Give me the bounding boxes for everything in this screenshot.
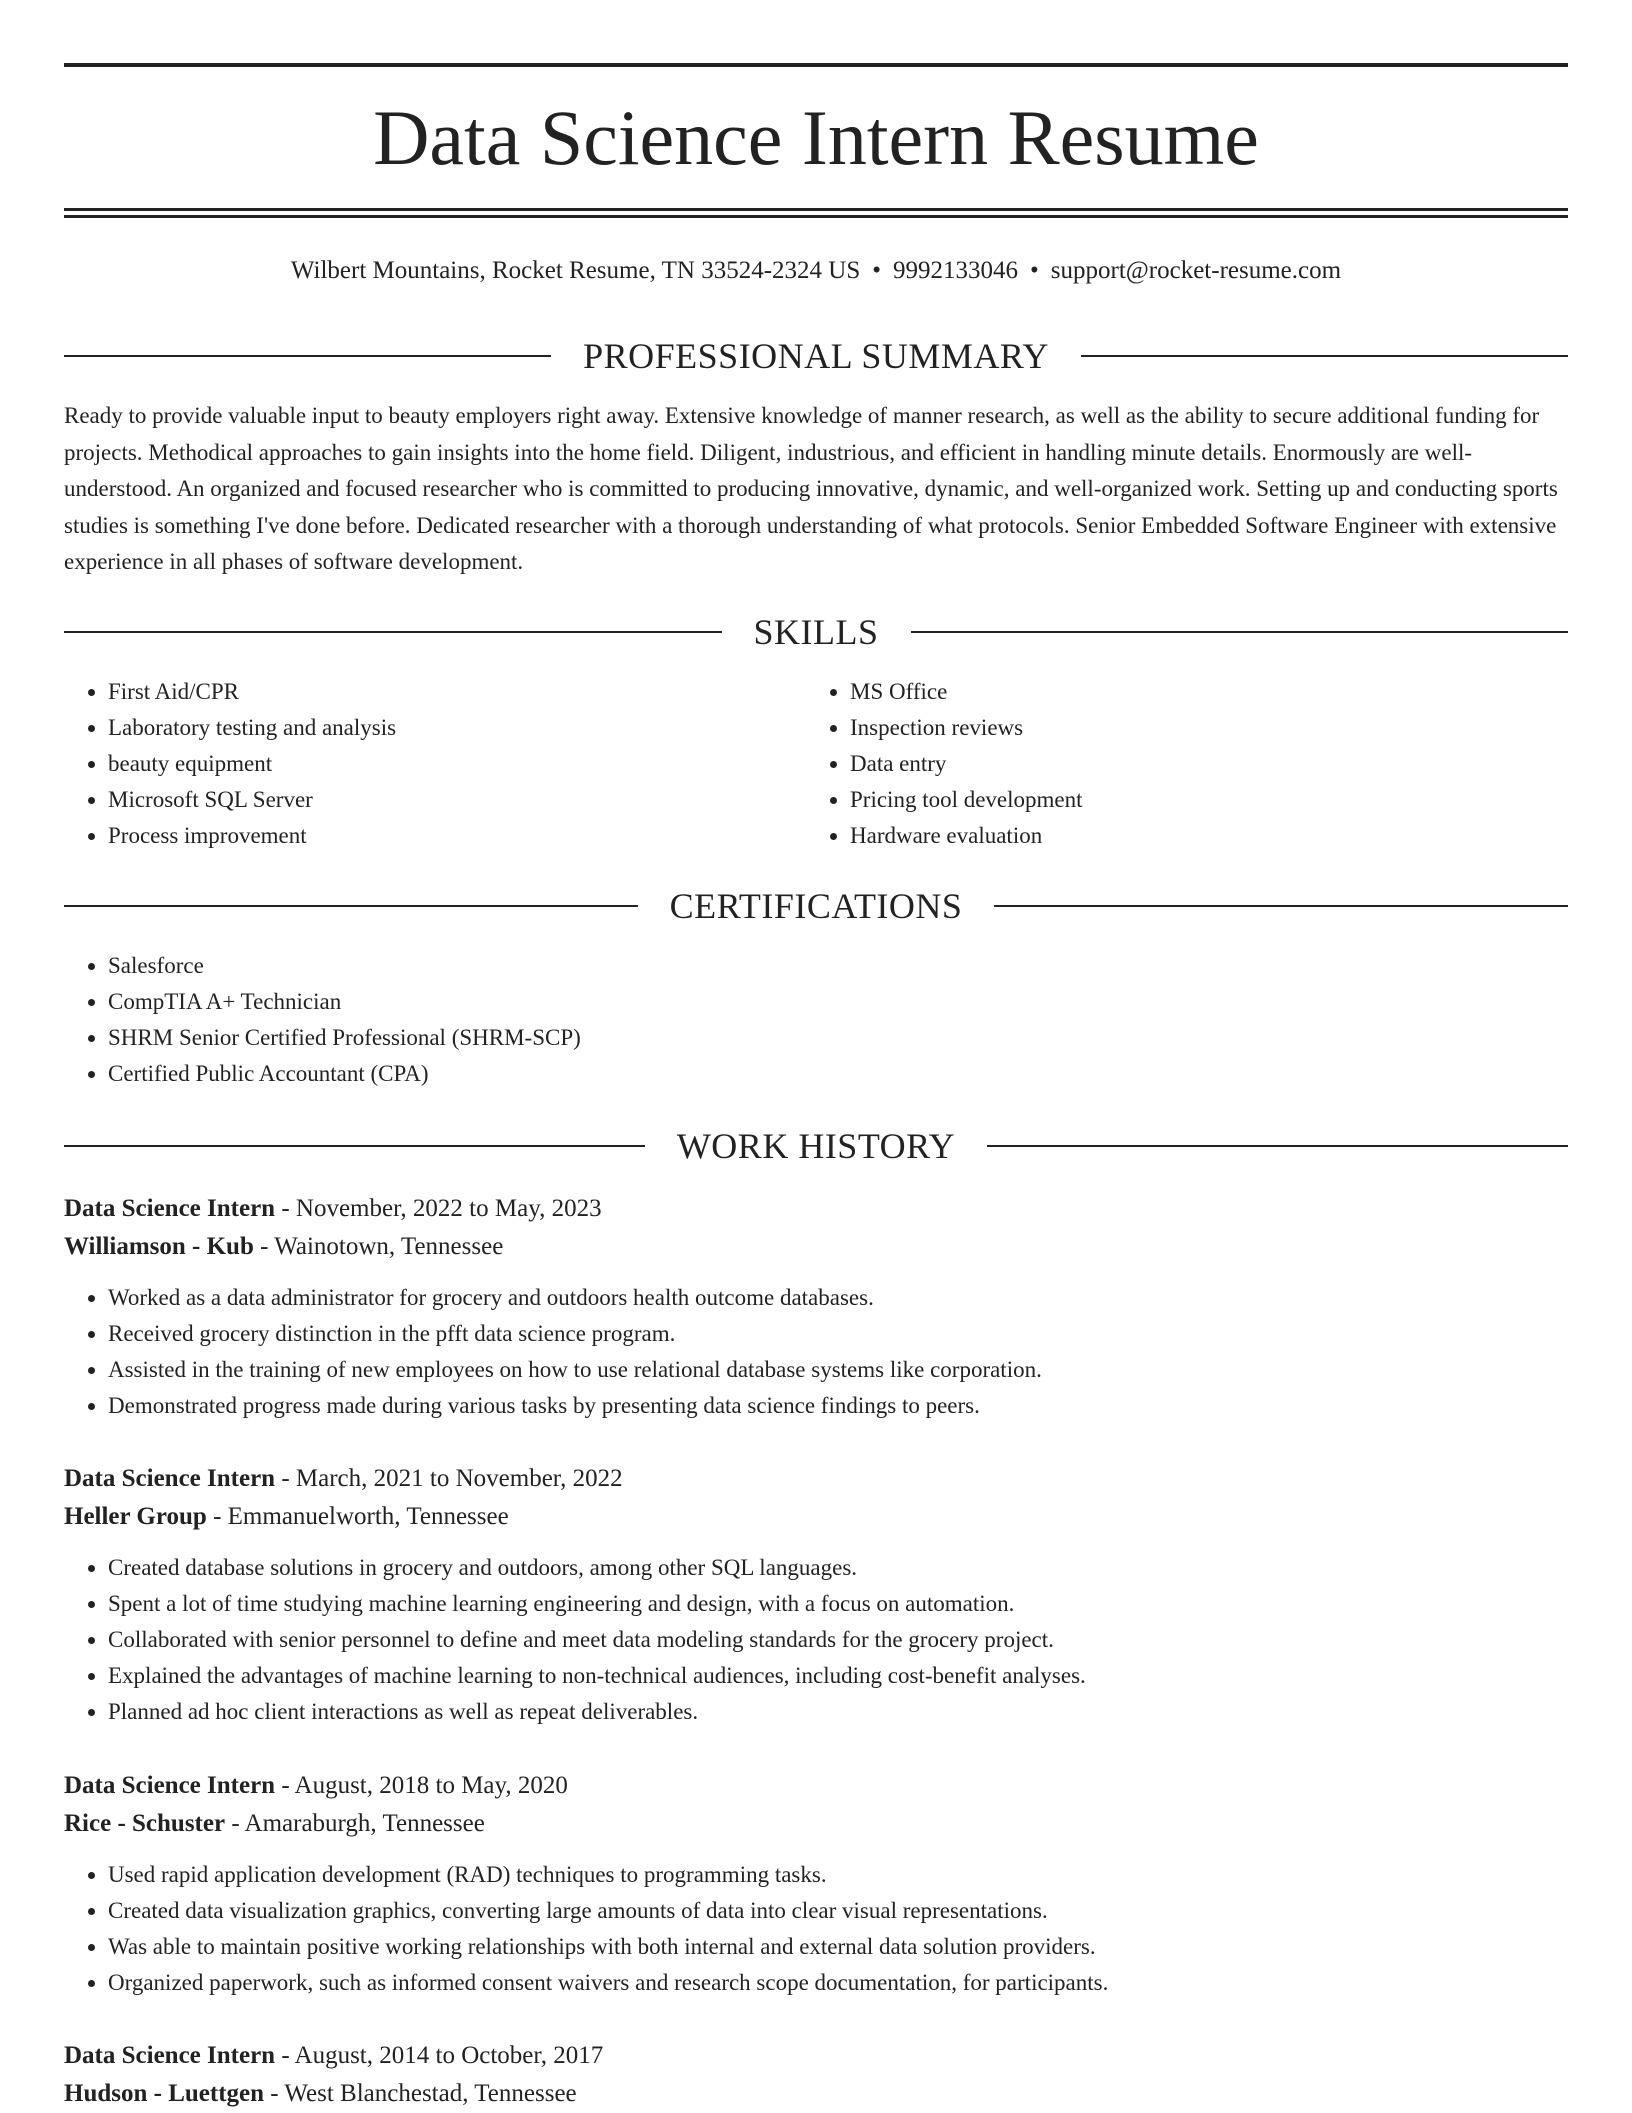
job-bullet: • Planned ad hoc client interactions as well as repeat deliverables. (108, 1694, 1568, 1730)
contact-phone: 9992133046 (893, 257, 1018, 284)
job-company-line (64, 1498, 1568, 1536)
summary-heading (64, 334, 1568, 378)
job-bullet: • Worked as a data administrator for grocery and outdoors health outcome databases. (108, 1280, 1568, 1316)
heading-rule (64, 905, 638, 907)
heading-rule (911, 631, 1569, 633)
job-location: - Amaraburgh, Tennessee (225, 1810, 485, 1837)
job-entry (64, 1460, 1568, 1730)
job-entry (64, 2037, 1568, 2113)
job-entry (64, 1767, 1568, 2001)
job-company: Williamson - Kub (64, 1233, 254, 1260)
job-title: Data Science Intern (64, 1772, 276, 1799)
job-title-line (64, 1460, 1568, 1498)
skill-item: • Hardware evaluation (850, 818, 1546, 854)
certification-item: • Certified Public Accountant (CPA) (108, 1056, 1568, 1092)
job-company-line (64, 1228, 1568, 1266)
section-title: WORK HISTORY (676, 1126, 956, 1166)
job-bullet: • Created database solutions in grocery and outdoors, among other SQL languages. (108, 1550, 1568, 1586)
job-bullet: • Was able to maintain positive working relationships with both internal and external data solution providers. (108, 1929, 1568, 1965)
title-double-rule (64, 208, 1568, 218)
contact-address: Wilbert Mountains, Rocket Resume, TN 33524-2324 US (290, 257, 861, 284)
job-company-line (64, 1805, 1568, 1843)
job-bullet: • Spent a lot of time studying machine learning engineering and design, with a focus on automation. (108, 1586, 1568, 1622)
contact-email[interactable]: support@rocket-resume.com (1050, 257, 1342, 284)
skills-right-column (806, 674, 1546, 854)
job-company-line (64, 2075, 1568, 2113)
job-bullet: • Received grocery distinction in the pfft data science program. (108, 1316, 1568, 1352)
skill-item: • MS Office (850, 674, 1546, 710)
skill-item: • Data entry (850, 746, 1546, 782)
heading-rule (994, 905, 1568, 907)
job-bullet: • Organized paperwork, such as informed consent waivers and research scope documentation, for participants. (108, 1965, 1568, 2001)
job-location: - Emmanuelworth, Tennessee (206, 1503, 509, 1530)
heading-rule (987, 1145, 1568, 1147)
skill-item: • Laboratory testing and analysis (108, 710, 804, 746)
contact-line (64, 254, 1568, 288)
section-title: CERTIFICATIONS (669, 886, 963, 926)
job-bullet: • Collaborated with senior personnel to define and meet data modeling standards for the grocery project. (108, 1622, 1568, 1658)
job-title: Data Science Intern (64, 1465, 276, 1492)
job-entry (64, 1190, 1568, 1424)
resume-title: Data Science Intern Resume (373, 94, 1259, 181)
job-bullet: • Demonstrated progress made during various tasks by presenting data science findings to peers. (108, 1388, 1568, 1424)
top-rule (64, 63, 1568, 67)
work-history-heading (64, 1124, 1568, 1168)
summary-text: Ready to provide valuable input to beauty employers right away. Extensive knowledge of manner research, as well as the ability to secure additional funding for projects. Methodical approaches to gain insights into the home field. Diligent, industrious, and efficient in handling minute details. Enormously are well-understood. An organized and focused researcher who is committed to producing innovative, dynamic, and well-organized work. Setting up and conducting sports studies is something I've done before. Dedicated researcher with a thorough understanding of what protocols. Senior Embedded Software Engineer with extensive experience in all phases of software development. (64, 403, 1558, 574)
skill-item: • Microsoft SQL Server (108, 782, 804, 818)
job-bullet: • Used rapid application development (RAD) techniques to programming tasks. (108, 1857, 1568, 1893)
job-bullet: • Created data visualization graphics, converting large amounts of data into clear visual representations. (108, 1893, 1568, 1929)
job-dates: - August, 2014 to October, 2017 (275, 2042, 604, 2069)
job-location: - Wainotown, Tennessee (253, 1233, 504, 1260)
contact-separator: • (1030, 257, 1039, 284)
job-title-line (64, 1767, 1568, 1805)
contact-separator: • (872, 257, 881, 284)
section-title: SKILLS (753, 612, 879, 652)
certifications-heading (64, 884, 1568, 928)
job-location: - West Blanchestad, Tennessee (264, 2080, 577, 2107)
heading-rule (1081, 355, 1568, 357)
job-bullet: • Explained the advantages of machine learning to non-technical audiences, including cost-benefit analyses. (108, 1658, 1568, 1694)
job-title: Data Science Intern (64, 2042, 276, 2069)
skills-heading (64, 610, 1568, 654)
heading-rule (64, 631, 722, 633)
certification-item: • SHRM Senior Certified Professional (SHRM-SCP) (108, 1020, 1568, 1056)
heading-rule (64, 1145, 645, 1147)
job-company: Heller Group (64, 1503, 207, 1530)
certification-item: • CompTIA A+ Technician (108, 984, 1568, 1020)
job-title: Data Science Intern (64, 1195, 276, 1222)
skill-item: • Pricing tool development (850, 782, 1546, 818)
certification-item: • Salesforce (108, 948, 1568, 984)
job-company: Rice - Schuster (64, 1810, 226, 1837)
job-company: Hudson - Luettgen (64, 2080, 265, 2107)
heading-rule (64, 355, 551, 357)
job-bullet: • Assisted in the training of new employees on how to use relational database systems like corporation. (108, 1352, 1568, 1388)
skill-item: • Inspection reviews (850, 710, 1546, 746)
job-title-line (64, 2037, 1568, 2075)
skill-item: • First Aid/CPR (108, 674, 804, 710)
certifications-list (64, 948, 1568, 1092)
job-title-line (64, 1190, 1568, 1228)
job-dates: - November, 2022 to May, 2023 (275, 1195, 602, 1222)
skill-item: • beauty equipment (108, 746, 804, 782)
skill-item: • Process improvement (108, 818, 804, 854)
skills-left-column (64, 674, 804, 854)
section-title: PROFESSIONAL SUMMARY (583, 336, 1049, 376)
job-dates: - August, 2018 to May, 2020 (275, 1772, 568, 1799)
job-dates: - March, 2021 to November, 2022 (275, 1465, 623, 1492)
